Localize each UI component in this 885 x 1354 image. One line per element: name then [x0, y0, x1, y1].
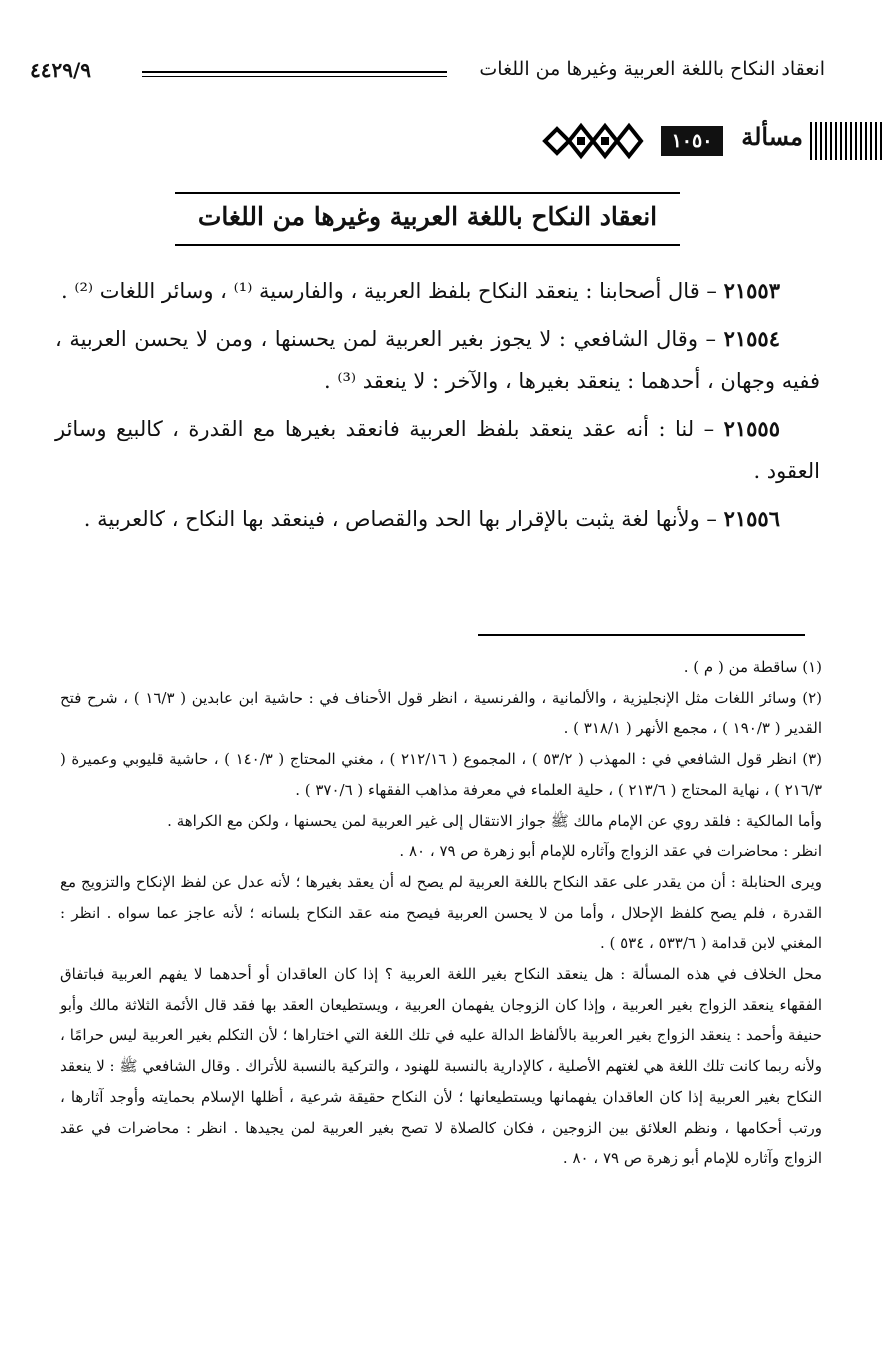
paragraph-number: ٢١٥٥٤ [723, 326, 780, 351]
masala-number: ١٠٥٠ [661, 126, 723, 156]
header-rule-thin [142, 76, 447, 77]
title-rule-bottom [175, 244, 680, 246]
hatch-decoration [810, 122, 885, 160]
footnote: محل الخلاف في هذه المسألة : هل ينعقد النكاح بغير اللغة العربية ؟ إذا كان العاقدان أو أحدهما لا يفهم العربية فباتفاق الفقهاء ينعقد الزواج بغير العربية ، وإذا كان الزوجان يفهمان العربية ، ويستطيعان العقد بها فقد قال الأئمة الثلاثة مالك وأبو حنيفة وأحمد : ينعقد الزواج بغير العربية بالألفاظ الدالة عليه في تلك اللغة التي اختاراها ؛ لأن التكلم بغير العربية ليس حرامًا ، ولأنه ربما كانت تلك اللغة هي لغتهم الأصلية ، كالإدارية بالنسبة للهنود ، والتركية بالنسبة للأتراك . وقال الشافعي ﷺ : لا ينعقد النكاح بغير العربية إذا كان العاقدان يفهمانها ويستطيعانها ؛ لأن النكاح حقيقة شرعية ، أظلها الإسلام بحمايته وأوجد آثارها ، ورتب أحكامها ، ونظم العلائق بين الزوجين ، فكان كالصلاة لا تصح بغير العربية لمن يجيدها . انظر : محاضرات في عقد الزواج وآثاره للإمام أبو زهرة ص ٧٩ ، ٨٠ . [60, 965, 822, 1168]
footnote: (١) ساقطة من ( م ) . [683, 658, 822, 676]
paragraph-number: ٢١٥٥٥ [723, 416, 780, 441]
footnotes [60, 652, 822, 1174]
paragraph-number: ٢١٥٥٦ [723, 506, 780, 531]
footnote: ويرى الحنابلة : أن من يقدر على عقد النكاح باللغة العربية لم يصح له أن يعقد بغيرها ؛ لأنه عدل عن لفظ الإنكاح والتزويج مع القدرة ، فلم يصح كلفظ الإحلال ، وأما من لا يحسن العربية فيصح منه عقد النكاح بلسانه ؛ لأنه عاجز عما سواه . انظر : المغني لابن قدامة ( ٥٣٣/٦ ، ٥٣٤ ) . [60, 872, 822, 953]
paragraph-text: – قال أصحابنا : ينعقد النكاح بلفظ العربية ، والفارسية ⁽¹⁾ ، وسائر اللغات ⁽²⁾ . [60, 279, 724, 303]
section-title: انعقاد النكاح باللغة العربية وغيرها من اللغات [197, 202, 658, 231]
running-title: انعقاد النكاح باللغة العربية وغيرها من اللغات [479, 58, 825, 80]
footnote-rule [478, 634, 805, 636]
paragraph-text: – ولأنها لغة يثبت بالإقرار بها الحد والقصاص ، فينعقد بها النكاح ، كالعربية . [83, 507, 724, 531]
page-number: ٤٤٢٩/٩ [30, 58, 92, 82]
running-header [30, 58, 825, 92]
footnote: (٢) وسائر اللغات مثل الإنجليزية ، والألمانية ، والفرنسية ، انظر قول الأحناف في : حاشية ابن عابدين ( ١٦/٣ ) ، شرح فتح القدير ( ١٩٠/٣ ) ، مجمع الأنهر ( ٣١٨/١ ) . [60, 688, 822, 738]
paragraph [55, 498, 820, 540]
masala-label: مسألة [741, 122, 803, 151]
paragraph-text: – لنا : أنه عقد ينعقد بلفظ العربية فانعقد بغيرها مع القدرة ، كالبيع وسائر العقود . [55, 417, 820, 483]
ornament-icon [541, 118, 645, 164]
masala-banner [525, 118, 885, 164]
footnote: انظر : محاضرات في عقد الزواج وآثاره للإمام أبو زهرة ص ٧٩ ، ٨٠ . [399, 842, 822, 861]
paragraph-number: ٢١٥٥٣ [723, 278, 780, 303]
footnote: وأما المالكية : فلقد روي عن الإمام مالك ﷺ جواز الانتقال إلى غير العربية لمن يحسنها ، ولكن مع الكراهة . [167, 811, 822, 830]
header-rule [142, 71, 447, 73]
paragraph [55, 408, 820, 492]
footnote: (٣) انظر قول الشافعي في : المهذب ( ٥٣/٢ ) ، المجموع ( ٢١٢/١٦ ) ، مغني المحتاج ( ١٤٠/٣ ) ، حاشية قليوبي وعميرة ( ٢١٦/٣ ) ، نهاية المحتاج ( ٢١٣/٦ ) ، حلية العلماء في معرفة مذاهب الفقهاء ( ٣٧٠/٦ ) . [60, 750, 822, 799]
title-rule-top [175, 192, 680, 194]
main-text [55, 270, 820, 546]
paragraph [55, 270, 820, 312]
paragraph-text: – وقال الشافعي : لا يجوز بغير العربية لمن يحسنها ، ومن لا يحسن العربية ، ففيه وجهان ، أحدهما : ينعقد بغيرها ، والآخر : لا ينعقد ⁽³⁾ . [55, 327, 820, 393]
paragraph [55, 318, 820, 402]
